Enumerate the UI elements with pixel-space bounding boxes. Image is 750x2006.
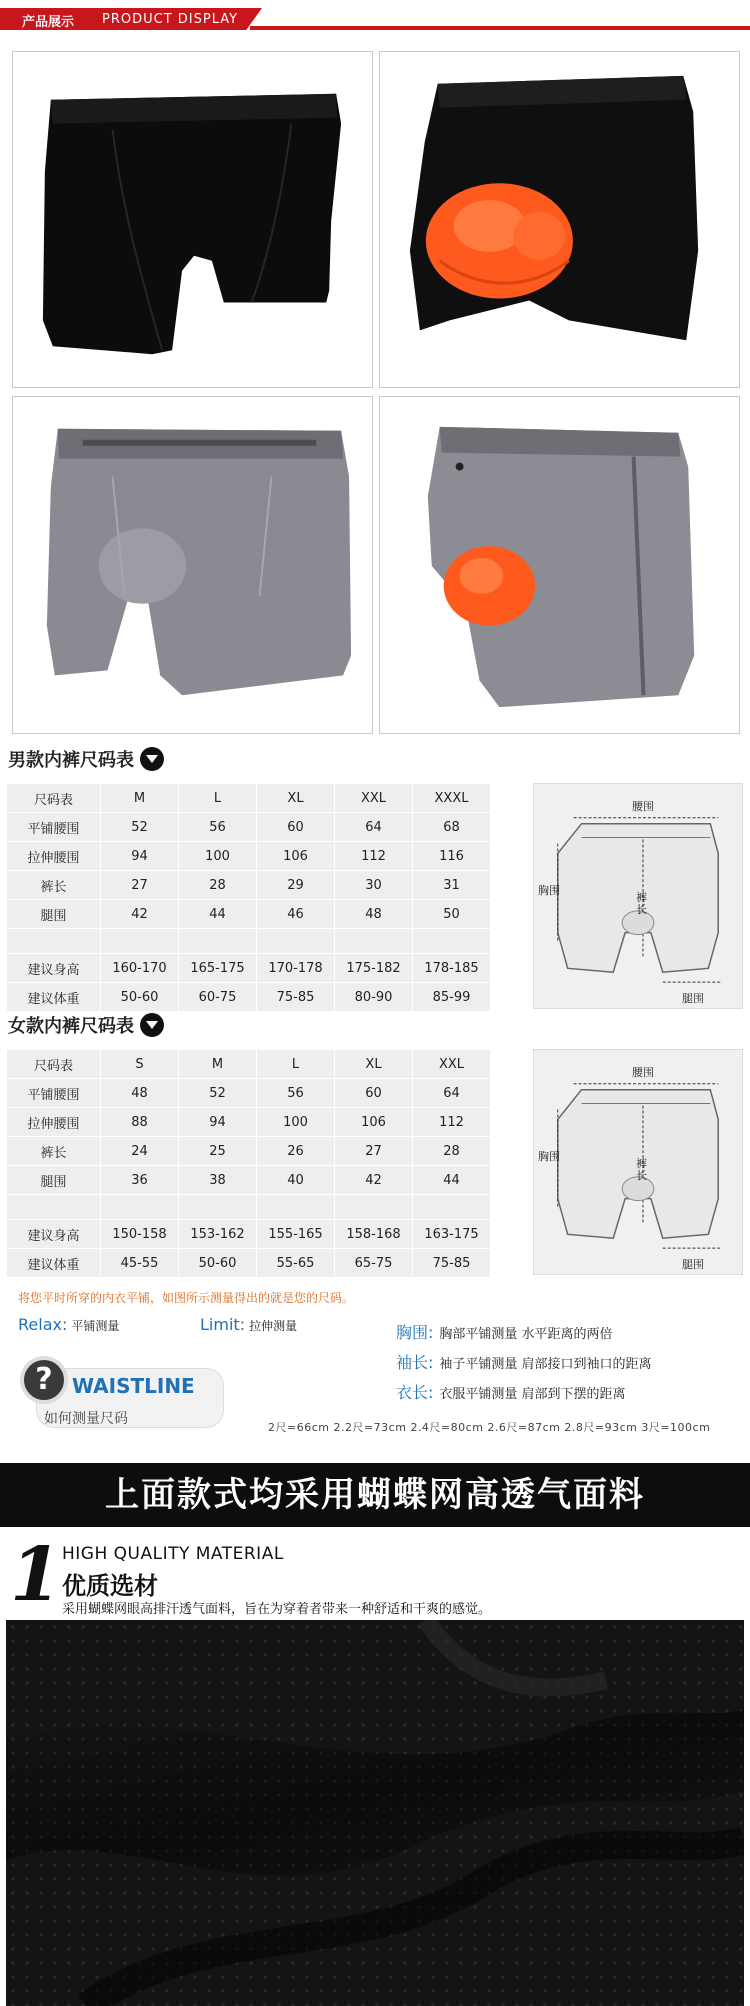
sleeve-key: 袖长: (396, 1353, 434, 1372)
table-row (7, 1249, 491, 1278)
badge-title: WAISTLINE (72, 1374, 195, 1398)
dropdown-arrow-icon (140, 747, 164, 771)
men-measure-diagram (533, 783, 743, 1009)
table-cell: 106 (335, 1108, 413, 1137)
row-label: 建议身高 (7, 1220, 101, 1249)
size-header-cell: XXL (413, 1050, 491, 1079)
size-header-cell: L (179, 784, 257, 813)
table-cell: 48 (335, 900, 413, 929)
header-title-en: PRODUCT DISPLAY (102, 12, 239, 27)
table-cell: 45-55 (101, 1249, 179, 1278)
diagram-label-leg: 腿围 (682, 1258, 704, 1271)
table-row (7, 900, 491, 929)
measure-note: 将您平时所穿的内衣平铺，如图所示测量得出的就是您的尺码。 (18, 1291, 355, 1305)
row-label: 拉伸腰围 (7, 842, 101, 871)
table-cell: 112 (335, 842, 413, 871)
table-row-blank (7, 929, 491, 954)
row-label: 拉伸腰围 (7, 1108, 101, 1137)
men-size-title-text: 男款内裤尺码表 (8, 750, 134, 771)
length-key: 衣长: (396, 1383, 434, 1402)
table-cell: 165-175 (179, 954, 257, 983)
size-header-cell: XXXL (413, 784, 491, 813)
table-cell: 56 (179, 813, 257, 842)
limit-value: 拉伸测量 (249, 1319, 298, 1333)
table-cell: 52 (179, 1079, 257, 1108)
table-cell: 65-75 (335, 1249, 413, 1278)
women-measure-diagram (533, 1049, 743, 1275)
table-row (7, 1137, 491, 1166)
unit-conversion: 2尺=66cm 2.2尺=73cm 2.4尺=80cm 2.6尺=87cm 2.8尺=93cm 3尺=100cm (268, 1421, 711, 1434)
table-row-blank (7, 1195, 491, 1220)
table-cell: 50-60 (179, 1249, 257, 1278)
size-header-cell: S (101, 1050, 179, 1079)
quality-number: 1 (10, 1532, 62, 1618)
women-size-title (8, 1012, 164, 1038)
dropdown-arrow-icon (140, 1013, 164, 1037)
table-row (7, 1079, 491, 1108)
sleeve-measure-row (396, 1350, 652, 1373)
size-header-cell: XXL (335, 784, 413, 813)
row-label: 裤长 (7, 1137, 101, 1166)
chest-key: 胸围: (396, 1323, 434, 1342)
table-cell: 46 (257, 900, 335, 929)
diagram-label-leg: 腿围 (682, 992, 704, 1005)
quality-description: 采用蝴蝶网眼高排汗透气面料，旨在为穿着者带来一种舒适和干爽的感觉。 (62, 1602, 492, 1617)
diagram-label-length: 裤长 (636, 1157, 647, 1182)
row-label: 平铺腰围 (7, 1079, 101, 1108)
table-cell: 50-60 (101, 983, 179, 1012)
table-cell: 64 (413, 1079, 491, 1108)
table-cell: 68 (413, 813, 491, 842)
table-cell: 80-90 (335, 983, 413, 1012)
table-cell: 100 (179, 842, 257, 871)
table-cell: 50 (413, 900, 491, 929)
table-row (7, 1220, 491, 1249)
table-cell: 29 (257, 871, 335, 900)
table-cell: 44 (413, 1166, 491, 1195)
length-measure-row (396, 1380, 626, 1403)
table-row (7, 784, 491, 813)
table-cell: 36 (101, 1166, 179, 1195)
table-header-cell: 尺码表 (7, 784, 101, 813)
table-cell: 60-75 (179, 983, 257, 1012)
row-label: 裤长 (7, 871, 101, 900)
table-cell: 150-158 (101, 1220, 179, 1249)
table-row (7, 954, 491, 983)
diagram-label-chest: 胸围 (538, 884, 560, 897)
row-label: 建议身高 (7, 954, 101, 983)
table-row (7, 842, 491, 871)
table-cell: 85-99 (413, 983, 491, 1012)
row-label: 建议体重 (7, 1249, 101, 1278)
row-label: 建议体重 (7, 983, 101, 1012)
table-cell: 158-168 (335, 1220, 413, 1249)
table-cell: 42 (101, 900, 179, 929)
table-cell: 40 (257, 1166, 335, 1195)
table-cell: 60 (257, 813, 335, 842)
header-title-cn: 产品展示 (22, 15, 75, 30)
table-cell: 56 (257, 1079, 335, 1108)
table-row (7, 1166, 491, 1195)
waistline-badge (18, 1352, 228, 1438)
table-cell: 24 (101, 1137, 179, 1166)
size-header-cell: M (101, 784, 179, 813)
table-cell: 52 (101, 813, 179, 842)
size-header-cell: M (179, 1050, 257, 1079)
table-cell: 170-178 (257, 954, 335, 983)
section-header (0, 0, 750, 38)
relax-value: 平铺测量 (71, 1319, 120, 1333)
table-row (7, 1108, 491, 1137)
table-cell: 155-165 (257, 1220, 335, 1249)
row-label: 平铺腰围 (7, 813, 101, 842)
table-cell: 94 (179, 1108, 257, 1137)
table-cell: 112 (413, 1108, 491, 1137)
diagram-label-chest: 胸围 (538, 1150, 560, 1163)
diagram-label-length: 裤长 (636, 891, 647, 916)
table-cell: 42 (335, 1166, 413, 1195)
diagram-label-waist: 腰围 (632, 800, 654, 813)
fabric-closeup-photo (6, 1620, 744, 2006)
table-cell: 48 (101, 1079, 179, 1108)
table-row (7, 871, 491, 900)
header-rule (250, 26, 750, 30)
photo-grey-shorts-front (12, 396, 373, 734)
size-header-cell: XL (257, 784, 335, 813)
quality-title-en: HIGH QUALITY MATERIAL (62, 1544, 284, 1564)
men-size-title (8, 746, 164, 772)
table-cell: 64 (335, 813, 413, 842)
table-cell: 25 (179, 1137, 257, 1166)
women-size-table (6, 1049, 491, 1278)
table-cell: 38 (179, 1166, 257, 1195)
table-cell: 100 (257, 1108, 335, 1137)
photo-black-shorts-front (12, 51, 373, 388)
table-cell: 27 (335, 1137, 413, 1166)
sleeve-value: 袖子平铺测量 肩部接口到袖口的距离 (439, 1357, 652, 1372)
fabric-banner: 上面款式均采用蝴蝶网高透气面料 (0, 1463, 750, 1527)
quality-title-cn: 优质选材 (62, 1572, 158, 1600)
table-cell: 75-85 (413, 1249, 491, 1278)
table-cell: 27 (101, 871, 179, 900)
table-cell: 26 (257, 1137, 335, 1166)
table-cell: 28 (179, 871, 257, 900)
limit-key: Limit: (200, 1315, 246, 1334)
relax-key: Relax: (18, 1315, 68, 1334)
table-row (7, 983, 491, 1012)
table-cell: 94 (101, 842, 179, 871)
table-cell: 88 (101, 1108, 179, 1137)
table-cell: 28 (413, 1137, 491, 1166)
badge-subtitle: 如何测量尺码 (44, 1411, 128, 1427)
women-size-title-text: 女款内裤尺码表 (8, 1016, 134, 1037)
table-cell: 31 (413, 871, 491, 900)
chest-value: 胸部平铺测量 水平距离的两倍 (439, 1327, 613, 1342)
chest-measure-row (396, 1320, 613, 1343)
question-icon: ? (20, 1356, 68, 1404)
relax-legend (18, 1315, 119, 1334)
table-cell: 178-185 (413, 954, 491, 983)
table-cell: 75-85 (257, 983, 335, 1012)
table-cell: 30 (335, 871, 413, 900)
table-header-cell: 尺码表 (7, 1050, 101, 1079)
table-cell: 153-162 (179, 1220, 257, 1249)
table-cell: 60 (335, 1079, 413, 1108)
table-cell: 163-175 (413, 1220, 491, 1249)
men-size-table (6, 783, 491, 1012)
row-label: 腿围 (7, 1166, 101, 1195)
limit-legend (200, 1315, 297, 1334)
diagram-label-waist: 腰围 (632, 1066, 654, 1079)
table-cell: 106 (257, 842, 335, 871)
photo-grey-shorts-side (379, 396, 740, 734)
table-cell: 160-170 (101, 954, 179, 983)
photo-black-shorts-inside (379, 51, 740, 388)
table-row (7, 813, 491, 842)
quality-section (6, 1532, 746, 1618)
size-header-cell: L (257, 1050, 335, 1079)
size-header-cell: XL (335, 1050, 413, 1079)
table-row (7, 1050, 491, 1079)
table-cell: 44 (179, 900, 257, 929)
table-cell: 116 (413, 842, 491, 871)
length-value: 衣服平铺测量 肩部到下摆的距离 (439, 1387, 626, 1402)
row-label: 腿围 (7, 900, 101, 929)
table-cell: 55-65 (257, 1249, 335, 1278)
table-cell: 175-182 (335, 954, 413, 983)
